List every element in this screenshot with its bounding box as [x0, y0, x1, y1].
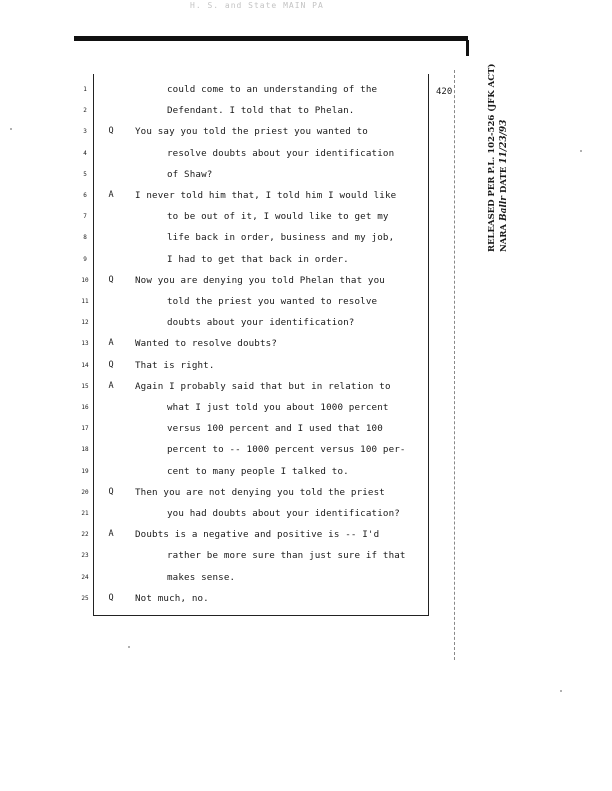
transcript-line	[0, 126, 612, 142]
transcript-line	[0, 84, 612, 100]
transcript-line	[0, 148, 612, 164]
line-number: 5	[83, 170, 87, 178]
line-number: 17	[81, 425, 89, 433]
transcript-line	[0, 317, 612, 333]
transcript-line	[0, 169, 612, 185]
scan-speck	[580, 150, 582, 152]
line-number: 24	[81, 573, 89, 581]
stamp-initials: Ballr	[499, 195, 509, 221]
stamp-nara-label: NARA	[499, 223, 509, 252]
transcript-line	[0, 296, 612, 312]
speaker-label: Q	[108, 359, 114, 370]
speaker-label: A	[108, 529, 114, 540]
line-text: could come to an understanding of the	[167, 84, 378, 95]
speaker-label: A	[108, 380, 114, 391]
line-text: cent to many people I talked to.	[167, 465, 349, 477]
line-text: to be out of it, I would like to get my	[167, 211, 389, 223]
line-text: resolve doubts about your identification	[167, 147, 395, 159]
transcript-line	[0, 444, 612, 460]
line-text: doubts about your identification?	[167, 317, 355, 329]
transcript-line	[0, 550, 612, 566]
line-number: 20	[81, 488, 89, 496]
transcript-line	[0, 487, 612, 503]
line-text: Now you are denying you told Phelan that you	[135, 274, 385, 286]
line-text: you had doubts about your identification?	[167, 508, 400, 519]
transcript-line	[0, 190, 612, 206]
transcript-line	[0, 529, 612, 545]
line-text: Wanted to resolve doubts?	[135, 338, 278, 350]
speaker-label: Q	[108, 274, 114, 285]
transcript-line	[0, 508, 612, 524]
line-number: 15	[81, 382, 89, 390]
transcript-line	[0, 423, 612, 439]
line-number: 4	[83, 149, 87, 157]
scan-speck	[560, 690, 562, 692]
line-text: what I just told you about 1000 percent	[167, 402, 389, 413]
line-number: 22	[81, 531, 89, 539]
top-border-bar-end	[466, 40, 469, 56]
speaker-label: Q	[108, 126, 114, 137]
line-number: 2	[83, 107, 87, 115]
transcript-line	[0, 572, 612, 588]
transcript-line	[0, 338, 612, 354]
line-text: Doubts is a negative and positive is -- I'd	[135, 529, 380, 541]
scan-speck	[10, 128, 12, 130]
transcript-line	[0, 254, 612, 270]
line-text: I never told him that, I told him I would like	[135, 190, 397, 201]
line-text: I had to get that back in order.	[167, 253, 349, 265]
line-number: 10	[81, 276, 89, 284]
line-number: 8	[83, 234, 87, 242]
stamp-release-line: RELEASED PER P.L. 102-526 (JFK ACT)	[487, 63, 497, 252]
speaker-label: A	[108, 190, 114, 200]
line-text: Again I probably said that but in relation to	[135, 380, 391, 392]
speaker-label: A	[108, 338, 114, 349]
line-number: 1	[83, 86, 87, 93]
line-number: 16	[81, 404, 89, 411]
line-text: life back in order, business and my job,	[167, 232, 395, 244]
line-number: 12	[81, 319, 89, 327]
transcript-line	[0, 105, 612, 121]
line-text: Defendant. I told that to Phelan.	[167, 105, 355, 117]
line-number: 19	[81, 467, 89, 475]
line-text: rather be more sure than just sure if that	[167, 550, 406, 562]
line-number: 3	[83, 128, 87, 136]
line-number: 7	[83, 213, 87, 221]
line-text: That is right.	[135, 359, 215, 371]
line-number: 14	[81, 361, 89, 369]
line-number: 18	[81, 446, 89, 454]
stamp-date-label: DATE	[499, 166, 509, 193]
page-number: 420	[436, 87, 453, 97]
line-number: 25	[81, 594, 89, 602]
speaker-label: Q	[108, 592, 114, 603]
line-text: percent to -- 1000 percent versus 100 per-	[167, 444, 406, 456]
line-text: told the priest you wanted to resolve	[167, 296, 378, 307]
line-text: Then you are not denying you told the priest	[135, 486, 385, 498]
transcript-line	[0, 275, 612, 291]
faint-header-text: H. S. and State MAIN PA	[190, 1, 324, 10]
transcript-line	[0, 402, 612, 418]
line-number: 9	[83, 255, 87, 263]
line-number: 23	[81, 552, 89, 560]
transcript-line	[0, 360, 612, 376]
speaker-label: Q	[108, 486, 114, 497]
line-text: You say you told the priest you wanted to	[135, 126, 368, 138]
line-text: of Shaw?	[167, 168, 213, 180]
transcript-line	[0, 466, 612, 482]
line-text: Not much, no.	[135, 592, 209, 604]
transcript-line	[0, 381, 612, 397]
top-border-bar	[74, 36, 468, 41]
line-text: makes sense.	[167, 571, 236, 583]
line-number: 21	[81, 510, 89, 517]
release-stamp	[486, 63, 612, 252]
line-number: 6	[83, 192, 87, 199]
stamp-nara-line	[498, 119, 510, 252]
line-text: versus 100 percent and I used that 100	[167, 423, 383, 435]
line-number: 11	[81, 298, 89, 305]
transcript-line	[0, 593, 612, 609]
scan-speck	[128, 646, 130, 648]
line-number: 13	[81, 340, 89, 348]
stamp-date: 11/23/93	[499, 119, 509, 164]
